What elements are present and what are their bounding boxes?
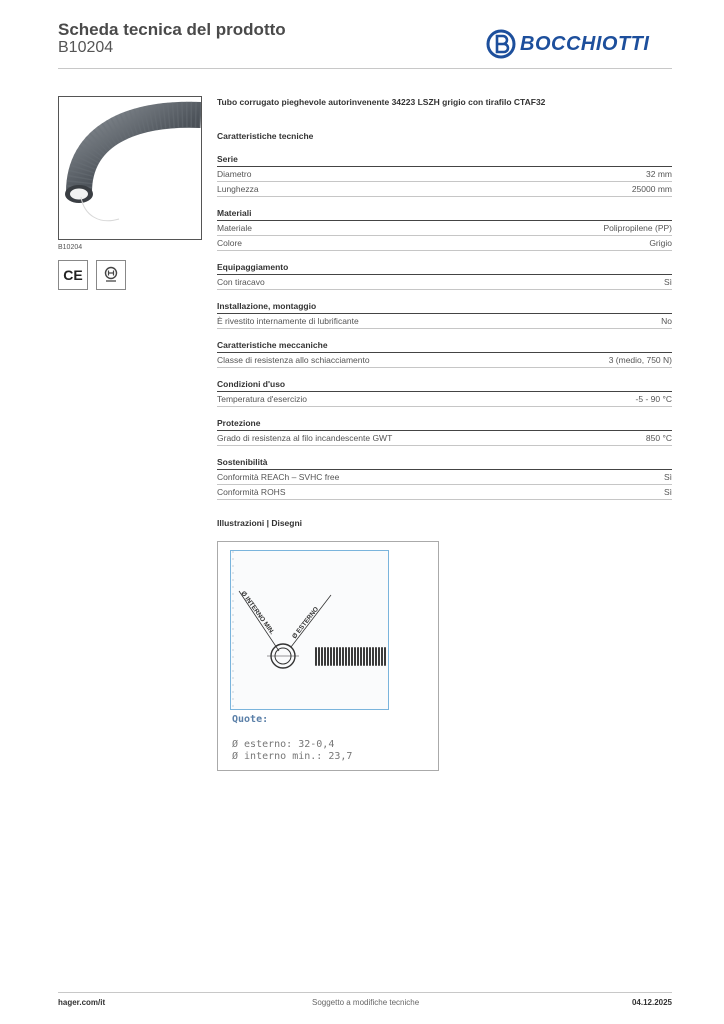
- footer-date: 04.12.2025: [631, 998, 672, 1007]
- spec-group-title: Serie: [217, 153, 672, 167]
- header-divider: [58, 68, 672, 69]
- spec-group: [217, 417, 672, 446]
- brand-logo-icon: [486, 29, 516, 59]
- spec-group: [217, 456, 672, 500]
- footer-website[interactable]: hager.com/it: [58, 998, 106, 1007]
- spec-value: No: [661, 316, 672, 326]
- spec-row: [217, 167, 672, 182]
- spec-row: [217, 275, 672, 290]
- tube-rib: [384, 647, 386, 666]
- spec-value: 850 °C: [645, 433, 672, 443]
- tube-rib: [327, 647, 329, 666]
- tube-rib: [333, 647, 335, 666]
- quality-mark-icon: [103, 266, 119, 284]
- tube-rib: [318, 647, 320, 666]
- spec-value: Grigio: [649, 238, 672, 248]
- spec-group: [217, 153, 672, 197]
- spec-value: Polipropilene (PP): [603, 223, 672, 233]
- spec-groups: [217, 153, 672, 500]
- spec-label: Temperatura d'esercizio: [217, 394, 307, 404]
- footer-disclaimer: Soggetto a modifiche tecniche: [312, 998, 420, 1007]
- tube-rib: [348, 647, 350, 666]
- tube-rib: [351, 647, 353, 666]
- spec-row: [217, 485, 672, 500]
- tube-rib: [330, 647, 332, 666]
- illustrations-heading: Illustrazioni | Disegni: [217, 518, 303, 528]
- tube-rib: [378, 647, 380, 666]
- spec-row: [217, 392, 672, 407]
- brand-name: BOCCHIOTTI: [520, 32, 650, 55]
- technical-drawing: [217, 541, 439, 771]
- spec-group-title: Equipaggiamento: [217, 261, 672, 275]
- spec-group: [217, 300, 672, 329]
- tube-rib: [324, 647, 326, 666]
- spec-group: [217, 261, 672, 290]
- tube-rib: [321, 647, 323, 666]
- spec-value: 32 mm: [646, 169, 672, 179]
- outer-diameter-label: Ø ESTERNO: [291, 605, 321, 641]
- spec-label: Colore: [217, 238, 243, 248]
- product-code: B10204: [58, 39, 114, 56]
- technical-sheet: [217, 95, 672, 530]
- quote-title: Quote:: [232, 714, 269, 725]
- tube-rib: [336, 647, 338, 666]
- quality-mark-badge: [96, 260, 126, 290]
- ce-mark-badge: [58, 260, 88, 290]
- tube-rib: [360, 647, 362, 666]
- tube-rib: [354, 647, 356, 666]
- quote-inner-diameter: Ø interno min.: 23,7: [232, 751, 353, 762]
- tube-rib: [381, 647, 383, 666]
- spec-value: Sì: [663, 472, 672, 482]
- tube-rib: [345, 647, 347, 666]
- quote-outer-diameter: Ø esterno: 32-0,4: [232, 739, 335, 750]
- spec-label: Conformità ROHS: [217, 487, 286, 497]
- tube-dimension-drawing: [231, 551, 388, 709]
- spec-row: [217, 470, 672, 485]
- footer-divider: [58, 992, 672, 993]
- spec-label: Lunghezza: [217, 184, 259, 194]
- spec-group-title: Installazione, montaggio: [217, 300, 672, 314]
- spec-value: Sì: [663, 487, 672, 497]
- tube-rib: [375, 647, 377, 666]
- tube-rib: [339, 647, 341, 666]
- spec-row: [217, 431, 672, 446]
- corrugated-tube-image: [59, 97, 201, 239]
- tube-rib: [342, 647, 344, 666]
- ce-mark-text: CE: [63, 267, 83, 283]
- spec-row: [217, 353, 672, 368]
- spec-row: [217, 314, 672, 329]
- spec-label: Grado di resistenza al filo incandescente GWT: [217, 433, 393, 443]
- spec-label: Con tiracavo: [217, 277, 265, 287]
- spec-group-title: Condizioni d'uso: [217, 378, 672, 392]
- drawing-frame: [230, 550, 389, 710]
- tube-rib: [357, 647, 359, 666]
- spec-label: Diametro: [217, 169, 252, 179]
- spec-value: 3 (medio, 750 N): [608, 355, 672, 365]
- product-photo: [58, 96, 202, 240]
- spec-label: Conformità REACh – SVHC free: [217, 472, 340, 482]
- spec-value: -5 - 90 °C: [635, 394, 672, 404]
- tube-side-view: [315, 647, 386, 666]
- spec-group-title: Sostenibilità: [217, 456, 672, 470]
- photo-caption: B10204: [58, 244, 83, 251]
- spec-group: [217, 207, 672, 251]
- inner-diameter-label: Ø INTERNO MIN.: [239, 590, 276, 636]
- spec-group-title: Protezione: [217, 417, 672, 431]
- tube-rib: [366, 647, 368, 666]
- tube-rib: [315, 647, 317, 666]
- spec-group-title: Caratteristiche meccaniche: [217, 339, 672, 353]
- tube-rib: [369, 647, 371, 666]
- spec-value: 25000 mm: [631, 184, 672, 194]
- tube-rib: [363, 647, 365, 666]
- spec-group-title: Materiali: [217, 207, 672, 221]
- spec-row: [217, 182, 672, 197]
- spec-value: Sì: [663, 277, 672, 287]
- spec-label: Classe di resistenza allo schiacciamento: [217, 355, 370, 365]
- brand-logo: [486, 28, 649, 60]
- spec-label: Materiale: [217, 223, 252, 233]
- spec-group: [217, 339, 672, 368]
- spec-label: È rivestito internamente di lubrificante: [217, 316, 359, 326]
- spec-group: [217, 378, 672, 407]
- spec-row: [217, 221, 672, 236]
- specs-heading: Caratteristiche tecniche: [217, 131, 314, 141]
- product-title: Tubo corrugato pieghevole autorinvenente 34223 LSZH grigio con tirafilo CTAF32: [217, 97, 546, 107]
- spec-row: [217, 236, 672, 251]
- tube-rib: [372, 647, 374, 666]
- page-title: Scheda tecnica del prodotto: [58, 20, 286, 39]
